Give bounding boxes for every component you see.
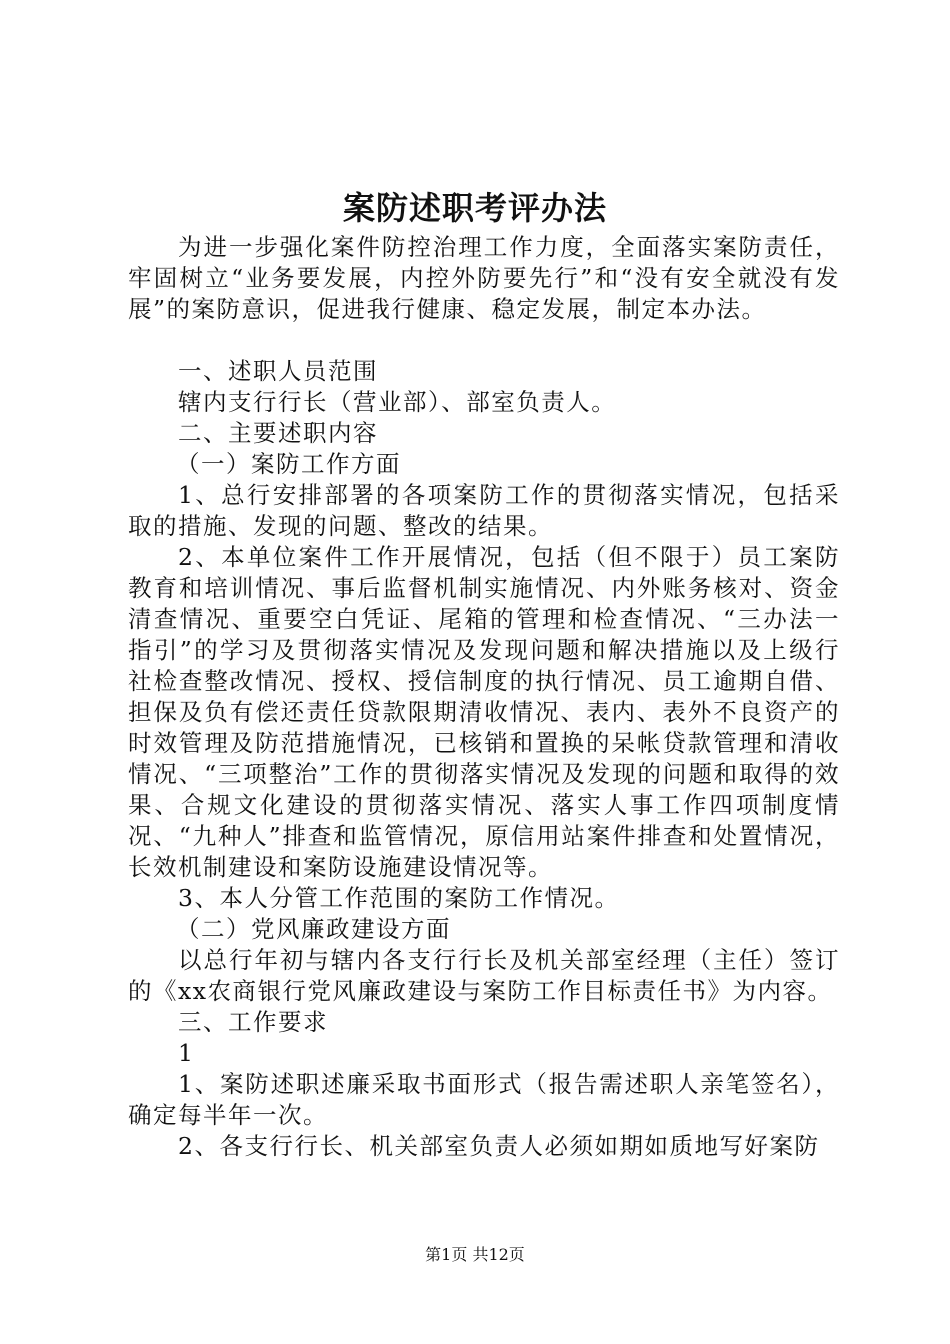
section2-heading: 二、主要述职内容: [178, 419, 378, 447]
page-footer: 第1页 共12页: [425, 1245, 525, 1264]
section2-item-2: 2、本单位案件工作开展情况，包括（但不限于）员工案防教育和培训情况、事后监督机制实施情况、内外账务核对、资金清查情况、重要空白凭证、尾箱的管理和检查情况、“三办法一指引”的学习及贯彻落实情况及发现问题和解决措施以及上级行社检查整改情况、授权、授信制度的执行情况、员工逾期自借、担保及负有偿还责任贷款限期清收情况、表内、表外不良资产的时效管理及防范措施情况，已核销和置换的呆帐贷款管理和清收情况、“三项整治”工作的贯彻落实情况及发现的问题和取得的效果、合规文化建设的贯彻落实情况、落实人事工作四项制度情况、“九种人”排查和监管情况，原信用站案件排查和处置情况，长效机制建设和案防设施建设情况等。: [128, 543, 840, 881]
section2-subheading-2: （二）党风廉政建设方面: [176, 915, 451, 943]
section1-text: 辖内支行行长（营业部）、部室负责人。: [178, 388, 617, 416]
intro-paragraph: 为进一步强化案件防控治理工作力度，全面落实案防责任，牢固树立“业务要发展，内控外防要先行”和“没有安全就没有发展”的案防意识，促进我行健康、稳定发展，制定本办法。: [128, 233, 840, 323]
section2-subheading-1: （一）案防工作方面: [176, 450, 401, 478]
document-body: [128, 232, 840, 1162]
stray-number: 1: [178, 1039, 195, 1067]
section3-heading: 三、工作要求: [178, 1008, 328, 1036]
section1-heading: 一、述职人员范围: [178, 357, 378, 385]
section2-item-3: 3、本人分管工作范围的案防工作情况。: [178, 884, 620, 912]
paragraph-gap: [128, 325, 840, 356]
section2-item-1: 1、总行安排部署的各项案防工作的贯彻落实情况，包括采取的措施、发现的问题、整改的结果。: [128, 481, 840, 540]
section2-subheading-2-text: 以总行年初与辖内各支行行长及机关部室经理（主任）签订的《xx农商银行党风廉政建设与案防工作目标责任书》为内容。: [128, 946, 840, 1005]
section3-item-1: 1、案防述职述廉采取书面形式（报告需述职人亲笔签名），确定每半年一次。: [128, 1070, 840, 1129]
document-title: 案防述职考评办法: [342, 189, 607, 227]
section3-item-2: 2、各支行行长、机关部室负责人必须如期如质地写好案防: [178, 1132, 820, 1160]
